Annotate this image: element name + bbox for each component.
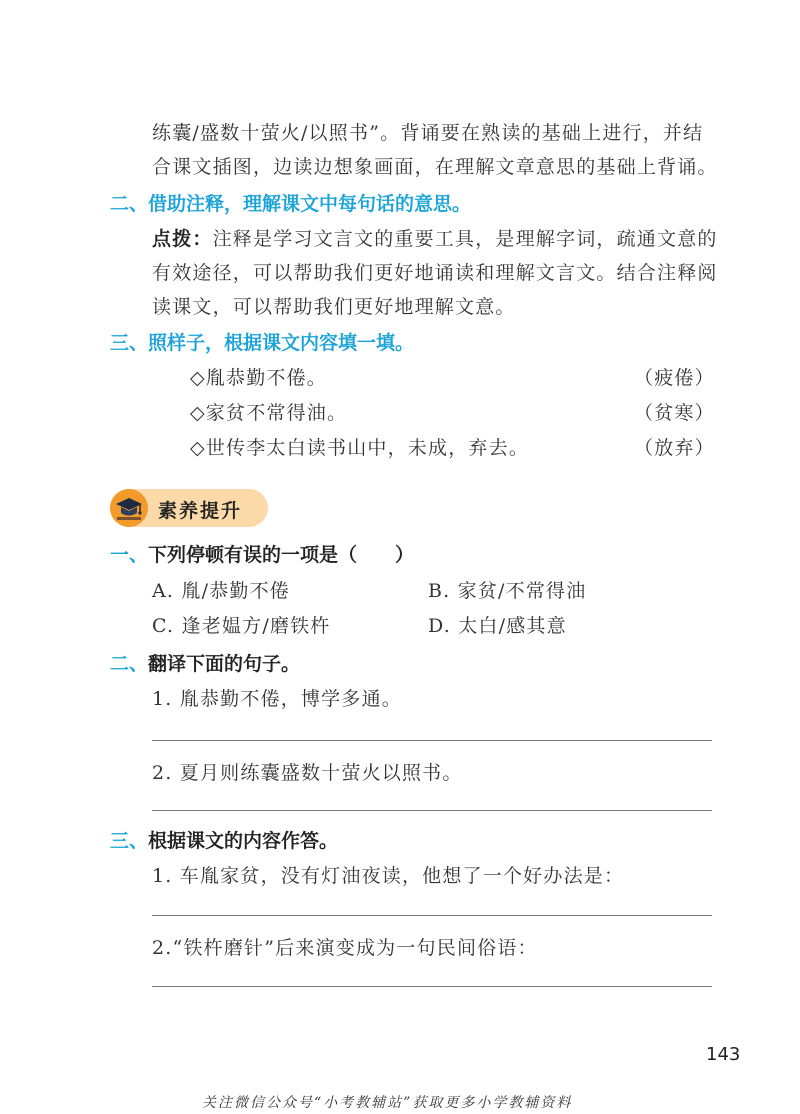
q1-option-a: A. 胤/恭勤不倦 <box>152 580 291 602</box>
tip-label: 点拨： <box>152 228 213 250</box>
example-answer-3: （放弃） <box>634 437 715 459</box>
tip-line-2: 有效途径，可以帮助我们更好地诵读和理解文言文。结合注释阅 <box>152 262 718 284</box>
q3-item-2: 2.“铁杵磨针”后来演变成为一句民间俗语： <box>152 937 538 959</box>
section-2-number: 二、 <box>110 193 149 215</box>
tip-text-1: 注释是学习文言文的重要工具，是理解字词，疏通文意的 <box>212 228 718 250</box>
q1-option-c: C. 逢老媪方/磨铁杵 <box>152 615 331 637</box>
intro-line-1: 练囊/盛数十萤火/以照书”。背诵要在熟读的基础上进行，并结 <box>152 122 704 144</box>
q2-title: 翻译下面的句子。 <box>148 653 301 675</box>
q3-heading <box>110 826 338 853</box>
page-number: 143 <box>706 1044 741 1065</box>
q2-answer-line-2[interactable] <box>152 810 712 811</box>
q3-number: 三、 <box>110 830 149 852</box>
q2-answer-line-1[interactable] <box>152 740 712 741</box>
q1-option-b: B. 家贫/不常得油 <box>428 580 587 602</box>
graduation-cap-icon <box>110 489 148 527</box>
q1-option-d: D. 太白/感其意 <box>428 615 567 637</box>
section-3-number: 三、 <box>110 332 149 354</box>
q2-heading <box>110 649 300 676</box>
q2-item-1: 1. 胤恭勤不倦，博学多通。 <box>152 688 402 710</box>
intro-line-2: 合课文插图，边读边想象画面，在理解文章意思的基础上背诵。 <box>152 156 718 178</box>
section-3-heading <box>110 328 414 355</box>
example-sentence-2: ◇家贫不常得油。 <box>190 402 348 424</box>
example-sentence-3: ◇世传李太白读书山中，未成，弃去。 <box>190 437 530 459</box>
tip-line-3: 读课文，可以帮助我们更好地理解文意。 <box>152 296 516 318</box>
q3-answer-line-2[interactable] <box>152 986 712 987</box>
q2-item-2: 2. 夏月则练囊盛数十萤火以照书。 <box>152 762 463 784</box>
q3-item-1: 1. 车胤家贫，没有灯油夜读，他想了一个好办法是： <box>152 865 625 887</box>
section-2-title: 借助注释，理解课文中每句话的意思。 <box>148 193 472 215</box>
section-3-title: 照样子，根据课文内容填一填。 <box>148 332 415 354</box>
footer-note: 关注微信公众号“小考教辅站”获取更多小学教辅资料 <box>202 1095 573 1111</box>
example-answer-1: （疲倦） <box>634 367 715 389</box>
example-sentence-1: ◇胤恭勤不倦。 <box>190 367 328 389</box>
q3-answer-line-1[interactable] <box>152 915 712 916</box>
badge-label: 素养提升 <box>158 500 243 522</box>
section-badge <box>110 489 268 527</box>
tip-line-1 <box>152 224 718 251</box>
q1-title: 下列停顿有误的一项是（ ） <box>148 544 415 566</box>
section-2-heading <box>110 189 471 216</box>
q1-number: 一、 <box>110 544 149 566</box>
q2-number: 二、 <box>110 653 149 675</box>
q3-title: 根据课文的内容作答。 <box>148 830 339 852</box>
example-answer-2: （贫寒） <box>634 402 715 424</box>
q1-heading <box>110 540 414 567</box>
